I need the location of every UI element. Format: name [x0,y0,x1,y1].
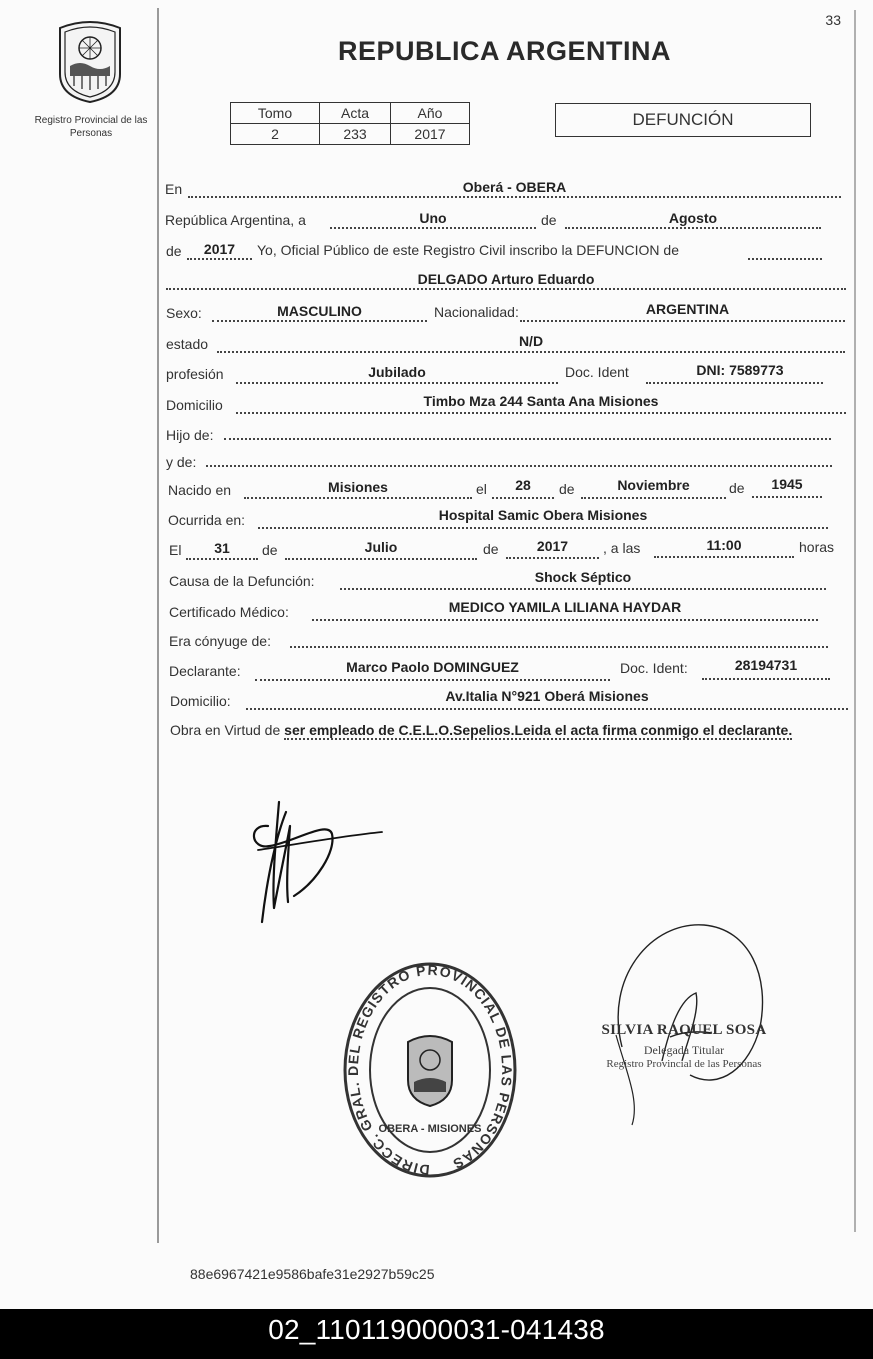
birth-day-line [492,495,554,499]
record-type-box: DEFUNCIÓN [555,103,811,137]
nacido-label: Nacido en [168,482,232,498]
hijo-label: Hijo de: [166,427,214,443]
de-label-5: de [262,542,278,558]
domicilio-value: Timbo Mza 244 Santa Ana Misiones [423,393,659,409]
death-month-value: Julio [364,539,398,555]
seal-emblem [408,1036,452,1106]
de-label-6: de [483,541,499,557]
intro-trailing-line [748,256,822,260]
anio-value: 2017 [391,124,470,145]
doc2-line [702,676,830,680]
birth-month-value: Noviembre [617,477,690,493]
record-table [230,102,470,145]
causa-line [340,586,826,590]
seal-inner-text: OBERA - MISIONES [378,1123,482,1135]
nacido-value: Misiones [328,479,388,495]
death-year-line [506,555,599,559]
birth-month-line [581,495,726,499]
ocurrida-line [258,525,828,529]
nacionalidad-line [520,318,845,322]
acta-value: 233 [320,124,391,145]
barcode-id-strip: 02_110119000031-041438 [0,1309,873,1359]
death-time-line [654,554,794,558]
birth-year-value: 1945 [771,476,803,492]
ocurrida-value: Hospital Samic Obera Misiones [438,507,648,523]
yde-line [206,463,832,467]
day-words-value: Uno [419,210,447,226]
year-value: 2017 [203,241,236,257]
tomo-header: Tomo [231,103,320,124]
sexo-label: Sexo: [166,305,202,321]
death-year-value: 2017 [536,538,569,554]
sexo-value: MASCULINO [277,303,362,319]
domicilio2-value: Av.Italia N°921 Oberá Misiones [445,688,649,704]
birth-year-line [752,494,822,498]
declarante-line [255,677,610,681]
death-time-value: 11:00 [706,537,742,553]
de-label-1: de [541,212,557,228]
nacionalidad-label: Nacionalidad: [434,304,519,320]
death-day-value: 31 [214,540,230,556]
de-label-4: de [729,480,745,496]
country-title: REPUBLICA ARGENTINA [338,36,671,66]
de-label-3: de [559,481,575,497]
certificado-label: Certificado Médico: [169,604,289,620]
obra-value: ser empleado de C.E.L.O.Sepelios.Leida el acta firma conmigo el declarante. [284,722,793,738]
el-label: el [476,481,487,497]
official-name: SILVIA RAQUEL SOSA [601,1022,767,1038]
profesion-value: Jubilado [368,364,426,380]
hijo-line [224,436,831,440]
estado-value: N/D [518,333,544,349]
alas-label: , a las [603,540,641,556]
seal-ring-text: DIRECC. GRAL. DEL REGISTRO PROVINCIAL DE LAS PERSONAS [345,961,516,1179]
page-number: 33 [825,12,841,28]
doc-label: Doc. Ident [565,364,629,380]
domicilio-label: Domicilio [166,397,223,413]
causa-value: Shock Séptico [534,569,632,585]
deceased-name-value: DELGADO Arturo Eduardo [417,271,595,287]
left-margin-line [157,8,159,1243]
conyuge-label: Era cónyuge de: [169,633,271,649]
obra-paragraph [170,719,850,741]
intro-text: Yo, Oficial Público de este Registro Civil inscribo la DEFUNCION de [257,242,679,258]
domicilio2-line [246,706,848,710]
doc-value: DNI: 7589773 [696,362,784,378]
el2-label: El [169,542,182,558]
place-value: Oberá - OBERA [462,179,567,195]
doc-line [646,380,823,384]
republica-label: República Argentina, a [165,212,306,228]
death-day-line [186,556,258,560]
profesion-line [236,380,558,384]
causa-label: Causa de la Defunción: [169,573,315,589]
de-label-2: de [166,243,182,259]
profesion-label: profesión [166,366,224,382]
anio-header: Año [391,103,470,124]
obra-label: Obra en Virtud de [170,722,281,738]
tomo-value: 2 [231,124,320,145]
domicilio2-label: Domicilio: [170,693,231,709]
ocurrida-label: Ocurrida en: [168,512,246,528]
month-value: Agosto [668,210,718,226]
acta-header: Acta [320,103,391,124]
document-hash: 88e6967421e9586bafe31e2927b59c25 [190,1266,435,1282]
declarante-label: Declarante: [169,663,241,679]
registry-caption: Registro Provincial de las Personas [34,115,148,139]
birth-day-value: 28 [515,477,531,493]
conyuge-line [290,644,828,648]
en-label: En [165,181,183,197]
doc2-value: 28194731 [734,657,798,673]
death-month-line [285,556,477,560]
estado-label: estado [166,336,209,352]
doc2-label: Doc. Ident: [620,660,688,676]
yde-label: y de: [166,454,197,470]
official-seal [340,960,520,1190]
certificado-value: MEDICO YAMILA LILIANA HAYDAR [448,599,682,615]
domicilio-line [236,410,846,414]
nacido-line [244,495,472,499]
right-margin-line [854,10,856,1232]
official-role: Delegada Titular [643,1043,725,1057]
declarante-value: Marco Paolo DOMINGUEZ [346,659,519,675]
horas-label: horas [799,539,835,555]
estado-line [217,349,845,353]
declarant-signature [246,790,386,930]
nacionalidad-value: ARGENTINA [645,301,730,317]
official-org: Registro Provincial de las Personas [606,1058,762,1070]
certificado-line [312,617,818,621]
